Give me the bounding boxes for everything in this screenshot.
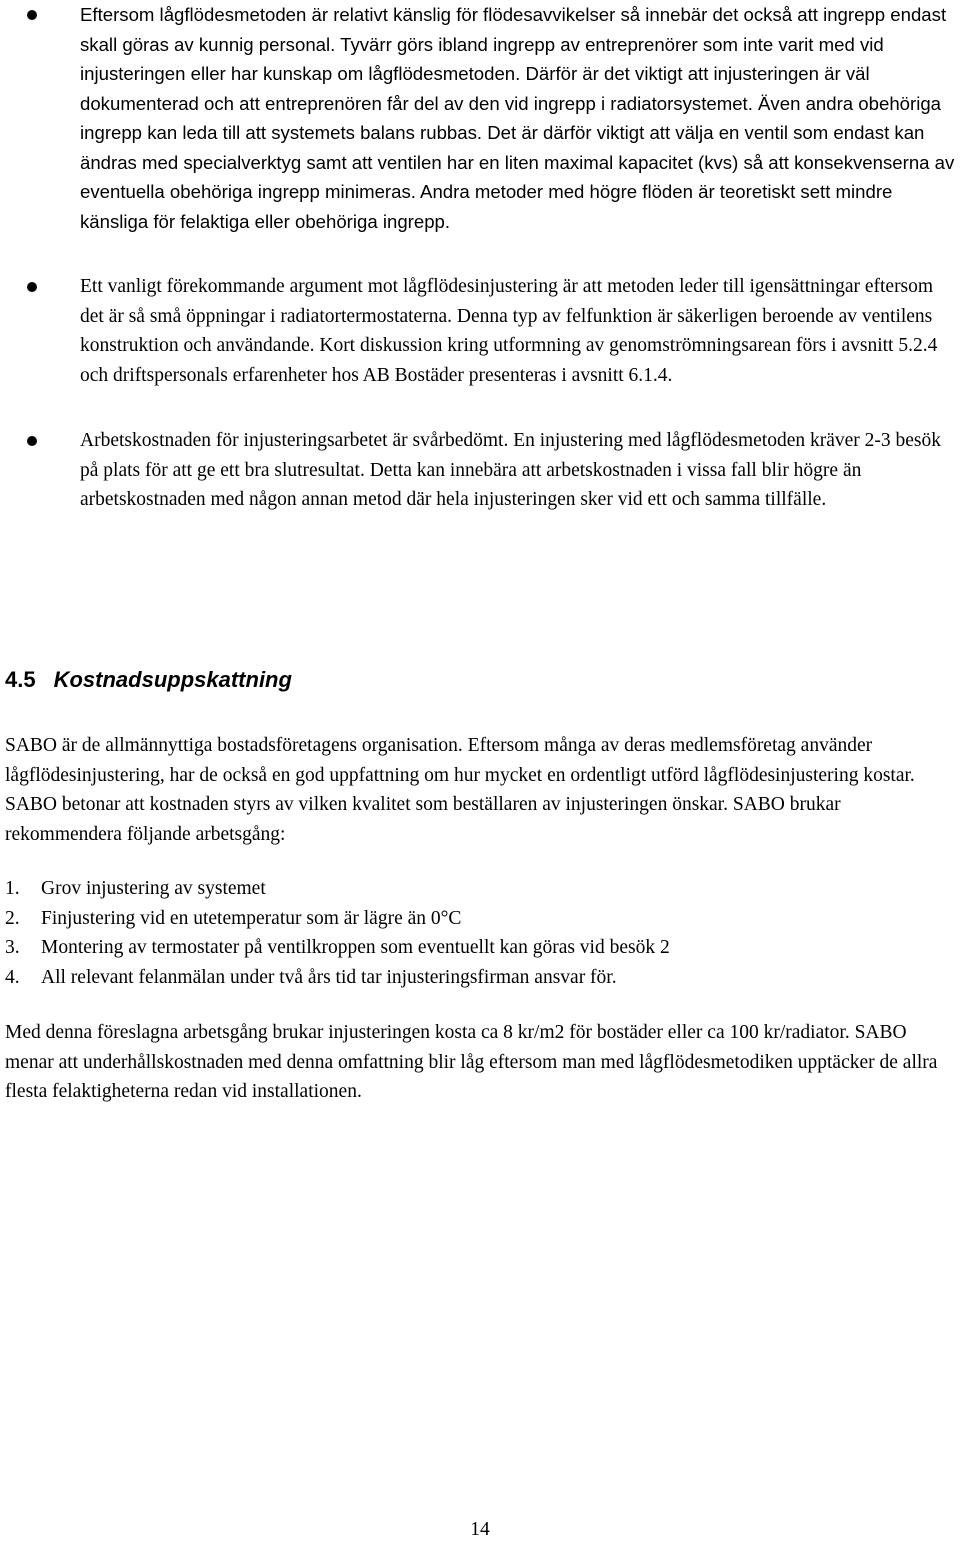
list-number: 3. [5, 937, 20, 958]
bullet-item [0, 272, 958, 390]
section-heading [5, 665, 292, 695]
bullet-item [0, 0, 958, 236]
list-number: 2. [5, 907, 20, 929]
page-number: 14 [470, 1519, 490, 1540]
bullet-dot-icon [27, 282, 37, 292]
list-text: Finjustering vid en utetemperatur som är lägre än 0°C [41, 907, 462, 929]
list-text: Montering av termostater på ventilkroppen som eventuellt kan göras vid besök 2 [41, 937, 670, 958]
section-body [5, 731, 957, 1107]
bullet-item [0, 426, 958, 515]
list-text: Grov injustering av systemet [41, 878, 266, 899]
list-number: 4. [5, 966, 20, 988]
section-intro: SABO är de allmännyttiga bostadsföretagens organisation. Eftersom många av deras medlemsföretag använder lågflödesinjustering, har de också en god uppfattning om hur mycket en ordentligt utförd lågflödesinjustering kostar. SABO betonar att kostnaden styrs av vilken kvalitet som beställaren av injusteringen önskar. SABO brukar rekommendera följande arbetsgång: [5, 735, 915, 845]
section-number: 4.5 [5, 667, 36, 692]
bullet-list [0, 0, 958, 515]
list-item [5, 874, 957, 904]
bullet-text: Eftersom lågflödesmetoden är relativt känslig för flödesavvikelser så innebär det också att ingrepp endast skall göras av kunnig personal. Tyvärr görs ibland ingrepp av entreprenörer som inte varit med vid injusteringen eller har kunskap om lågflödesmetoden. Därför är det viktigt att injusteringen är väl dokumenterad och att entreprenören får del av den vid ingrepp i radiatorsystemet. Även andra obehöriga ingrepp kan leda till att systemets balans rubbas. Det är därför viktigt att välja en ventil som endast kan ändras med specialverktyg samt att ventilen har en liten maximal kapacitet (kvs) så att konsekvenserna av eventuella obehöriga ingrepp minimeras. Andra metoder med högre flöden är teoretiskt sett mindre känsliga för felaktiga eller obehöriga ingrepp. [80, 4, 955, 232]
list-text: All relevant felanmälan under två års tid tar injusteringsfirman ansvar för. [41, 966, 617, 988]
bullet-dot-icon [27, 10, 37, 20]
section-title: Kostnadsuppskattning [53, 667, 292, 692]
list-item [5, 904, 957, 934]
list-number: 1. [5, 878, 20, 899]
section-closing: Med denna föreslagna arbetsgång brukar injusteringen kosta ca 8 kr/m2 för bostäder eller ca 100 kr/radiator. SABO menar att underhållskostnaden med denna omfattning blir låg eftersom man med lågflödesmetodiken upptäcker de allra flesta felaktigheterna redan vid installationen. [5, 1022, 938, 1102]
bullet-text: Arbetskostnaden för injusteringsarbetet är svårbedömt. En injustering med lågflödesmetoden kräver 2-3 besök på plats för att ge ett bra slutresultat. Detta kan innebära att arbetskostnaden i vissa fall blir högre än arbetskostnaden med någon annan metod där hela injusteringen sker vid ett och samma tillfälle. [80, 430, 942, 510]
bullet-dot-icon [27, 436, 37, 446]
bullet-text: Ett vanligt förekommande argument mot lågflödesinjustering är att metoden leder till igensättningar eftersom det är så små öppningar i radiatortermostaterna. Denna typ av felfunktion är säkerligen beroende av ventilens konstruktion och användande. Kort diskussion kring utformning av genomströmningsarean förs i avsnitt 5.2.4 och driftspersonals erfarenheter hos AB Bostäder presenteras i avsnitt 6.1.4. [80, 276, 938, 386]
list-item [5, 933, 957, 963]
steps-list [5, 874, 957, 992]
list-item [5, 963, 957, 993]
